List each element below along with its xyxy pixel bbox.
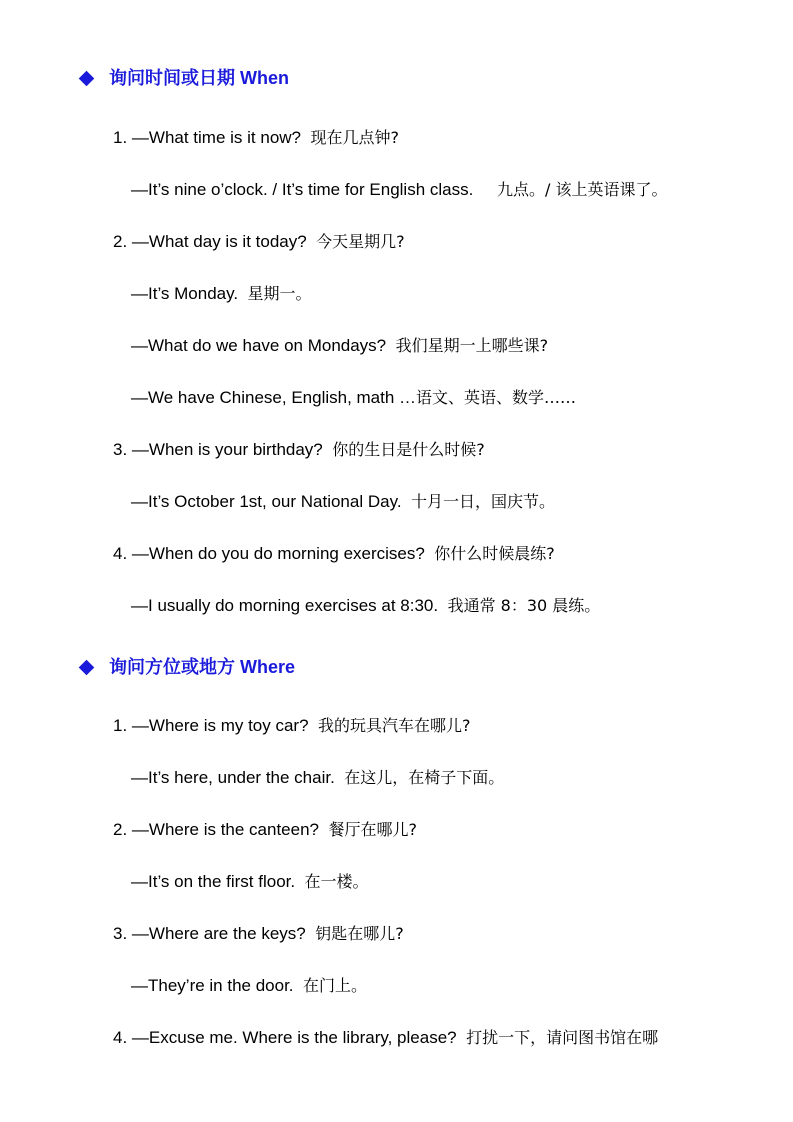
- chinese-text: 打扰一下，请问图书馆在哪: [466, 1028, 659, 1047]
- chinese-text: 你的生日是什么时候?: [332, 440, 485, 459]
- diamond-bullet-icon: [79, 70, 95, 86]
- dialogue-answer: [131, 387, 576, 409]
- dialogue-question: [113, 127, 399, 149]
- dialogue-answer: [131, 871, 369, 893]
- english-text: —It’s Monday.: [131, 284, 239, 303]
- dialogue-answer: [131, 595, 600, 617]
- section-heading-when: [78, 66, 289, 90]
- dialogue-answer: [131, 767, 504, 789]
- english-text: 1. —Where is my toy car?: [113, 716, 309, 735]
- chinese-text: 钥匙在哪儿?: [315, 924, 404, 943]
- dialogue-question: [113, 819, 417, 841]
- dialogue-question: [113, 543, 555, 565]
- english-text: —It’s here, under the chair.: [131, 768, 335, 787]
- dialogue-question: [113, 923, 404, 945]
- dialogue-question: [113, 439, 485, 461]
- section-heading-where: [78, 655, 295, 679]
- chinese-text: 在一楼。: [304, 872, 369, 891]
- diamond-bullet-icon: [79, 659, 95, 675]
- english-text: —It’s on the first floor.: [131, 872, 296, 891]
- chinese-text: 现在几点钟?: [310, 128, 399, 147]
- dialogue-answer: [131, 491, 555, 513]
- english-text: —What do we have on Mondays?: [131, 336, 387, 355]
- english-text: —They’re in the door.: [131, 976, 294, 995]
- english-text: —It’s nine o’clock. / It’s time for English class.: [131, 180, 474, 199]
- dialogue-answer: [131, 179, 667, 201]
- dialogue-question: [113, 1027, 658, 1049]
- chinese-text: 我通常 8：30 晨练。: [447, 596, 601, 615]
- english-text: 3. —Where are the keys?: [113, 924, 306, 943]
- english-text: 3. —When is your birthday?: [113, 440, 323, 459]
- english-text: 4. —When do you do morning exercises?: [113, 544, 425, 563]
- chinese-text: 十月一日，国庆节。: [411, 492, 556, 511]
- chinese-text: 我的玩具汽车在哪儿?: [318, 716, 471, 735]
- chinese-text: 今天星期几?: [316, 232, 405, 251]
- english-text: 2. —Where is the canteen?: [113, 820, 320, 839]
- dialogue-question: [113, 231, 405, 253]
- chinese-text: 在这儿，在椅子下面。: [344, 768, 505, 787]
- english-text: —I usually do morning exercises at 8:30.: [131, 596, 439, 615]
- chinese-text: 我们星期一上哪些课?: [395, 336, 549, 355]
- chinese-text: 餐厅在哪儿?: [328, 820, 417, 839]
- chinese-text: 你什么时候晨练?: [434, 544, 555, 563]
- section-title: 询问方位或地方 Where: [109, 657, 296, 677]
- chinese-text: 九点。/ 该上英语课了。: [496, 180, 668, 199]
- dialogue-answer: [131, 975, 367, 997]
- english-text: 2. —What day is it today?: [113, 232, 307, 251]
- section-title: 询问时间或日期 When: [109, 68, 289, 88]
- english-text: 1. —What time is it now?: [113, 128, 302, 147]
- chinese-text: 在门上。: [302, 976, 367, 995]
- chinese-text: 语文、英语、数学……: [416, 388, 577, 407]
- dialogue-question: [113, 715, 471, 737]
- dialogue-answer: [131, 283, 312, 305]
- english-text: 4. —Excuse me. Where is the library, please?: [113, 1028, 457, 1047]
- english-text: —We have Chinese, English, math …: [131, 388, 417, 407]
- english-text: —It’s October 1st, our National Day.: [131, 492, 402, 511]
- dialogue-question: [131, 335, 548, 357]
- chinese-text: 星期一。: [247, 284, 312, 303]
